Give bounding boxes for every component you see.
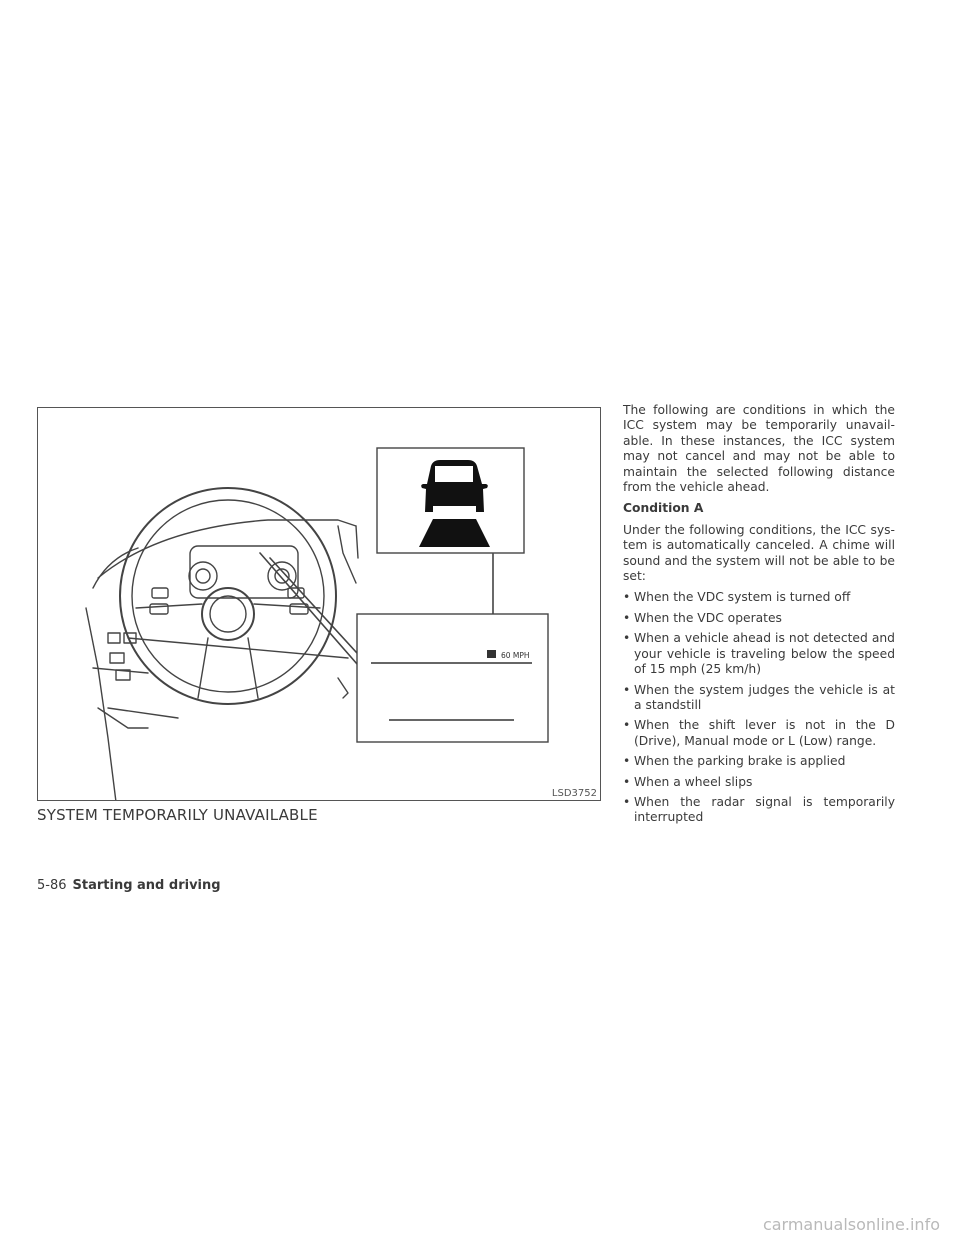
vehicle-ahead-indicator <box>377 448 524 553</box>
list-item: • When the VDC operates <box>623 611 895 626</box>
footer-section: Starting and driving <box>72 878 221 893</box>
display-speed: 60 MPH <box>501 651 530 660</box>
body-text <box>623 403 895 831</box>
list-item: • When the radar signal is temporarily interrupted <box>623 795 895 826</box>
list-item: • When the parking brake is applied <box>623 754 895 769</box>
condition-list <box>623 590 895 825</box>
watermark: carmanualsonline.info <box>762 1215 940 1234</box>
dashboard-illustration <box>38 408 601 801</box>
list-item: • When a vehicle ahead is not detected and your vehicle is traveling below the speed of 15 mph (25 km/h) <box>623 631 895 677</box>
figure-id: LSD3752 <box>551 788 597 799</box>
list-item: • When the shift lever is not in the D (Drive), Manual mode or L (Low) range. <box>623 718 895 749</box>
page-footer <box>37 878 221 893</box>
condition-intro: Under the following conditions, the ICC sys-tem is automatically canceled. A chime will sound and the system will not be able to be set: <box>623 522 895 584</box>
display-detail <box>357 614 548 742</box>
section-heading: SYSTEM TEMPORARILY UNAVAILABLE <box>37 806 318 824</box>
list-item: • When the system judges the vehicle is at a standstill <box>623 683 895 714</box>
list-item: • When the VDC system is turned off <box>623 590 895 605</box>
page-number: 5-86 <box>37 878 67 893</box>
dashboard-figure <box>37 407 601 801</box>
condition-heading: Condition A <box>623 501 704 516</box>
intro-paragraph: The following are conditions in which the ICC system may be temporarily unavail-able. In these instances, the ICC system may not cancel and may not be able to maintain the selected following distance from the vehicle ahead. <box>623 403 895 495</box>
list-item: • When a wheel slips <box>623 775 895 790</box>
